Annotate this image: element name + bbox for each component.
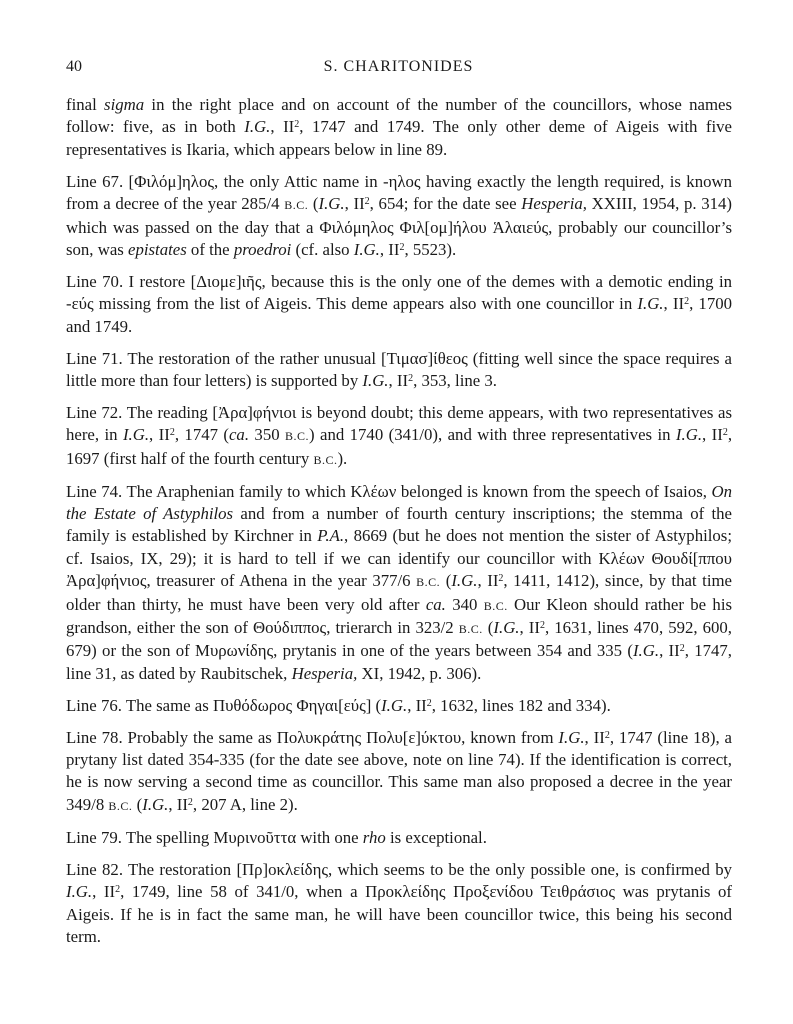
text-segment: , 1747 and 1749. The only other deme of Aigeis with five representatives is Ikaria, which appears below in line 89. <box>66 117 732 159</box>
text-segment: 340 <box>445 594 484 614</box>
text-segment: , II <box>92 882 116 902</box>
text-segment: , II <box>407 695 427 715</box>
text-segment: I.G. <box>493 618 520 638</box>
body-text <box>66 94 732 958</box>
text-segment: B.C. <box>458 622 483 637</box>
text-segment: , 1749, line 58 of 341/0, when a Προκλείδης Προξενίδου Τειθράσιος was prytanis of Aigeis. If he is in fact the same man, he will have been councillor twice, this being his second term. <box>66 882 732 946</box>
text-segment: Line 74. The Araphenian family to which Κλέων belonged is known from the speech of Isaios, <box>66 481 712 501</box>
text-segment: 2 <box>679 643 685 655</box>
text-segment: Hesperia, <box>521 194 587 214</box>
text-segment: I.G. <box>637 294 664 314</box>
paragraph-p4 <box>66 402 732 471</box>
text-segment: I.G. <box>142 794 169 814</box>
text-segment: of the <box>186 239 234 259</box>
text-segment: 2 <box>684 296 690 308</box>
text-segment: , 1411, 1412), since, by that time older than thirty, he must have been very old after <box>66 571 732 614</box>
text-segment: , 654; for the date see <box>369 194 522 214</box>
paragraph-p6 <box>66 695 732 717</box>
text-segment: B.C. <box>313 452 338 467</box>
text-segment: 2 <box>722 427 728 439</box>
text-segment: I.G. <box>451 571 478 591</box>
text-segment: , 353, line 3. <box>413 370 497 390</box>
text-segment: rho <box>362 827 386 847</box>
paragraph-p0 <box>66 94 732 161</box>
text-segment: B.C. <box>108 798 133 813</box>
text-segment: I.G. <box>558 727 585 747</box>
text-segment: I.G. <box>353 239 380 259</box>
text-segment: 2 <box>364 196 370 208</box>
text-segment: , II <box>388 370 409 390</box>
text-segment: (cf. also <box>291 239 354 259</box>
text-segment: , II <box>477 571 499 591</box>
text-segment: is exceptional. <box>385 827 487 847</box>
text-segment: XI, 1942, p. 306). <box>357 663 482 683</box>
text-segment: P.A. <box>317 526 345 546</box>
text-segment: B.C. <box>284 198 309 213</box>
text-segment: , 1747 ( <box>174 425 229 445</box>
running-head <box>66 58 731 80</box>
text-segment: 2 <box>426 697 432 709</box>
paragraph-p1 <box>66 171 732 262</box>
text-segment: , II <box>702 425 723 445</box>
text-segment: 2 <box>498 573 504 585</box>
text-segment: , 1700 and 1749. <box>66 294 732 336</box>
text-segment: , 5523). <box>404 239 457 259</box>
text-segment: , 1697 (first half of the fourth century <box>66 425 733 468</box>
text-segment: Line 72. The reading [Ἀρα]φήνιοι is beyond doubt; this deme appears, with two representatives as here, in <box>66 402 732 445</box>
text-segment: On the Estate of Astyphilos <box>66 481 732 523</box>
text-segment: 2 <box>169 427 175 439</box>
text-segment: 2 <box>399 241 405 253</box>
text-segment: 2 <box>539 620 545 632</box>
text-segment: final <box>66 95 105 114</box>
text-segment: 2 <box>187 796 193 808</box>
text-segment: ( <box>132 794 143 814</box>
text-segment: , II <box>270 117 295 137</box>
text-segment: 2 <box>604 729 610 741</box>
text-segment: , II <box>344 194 365 214</box>
text-segment: , II <box>379 239 400 259</box>
text-segment: , 1632, lines 182 and 334). <box>431 695 611 715</box>
text-segment: B.C. <box>483 598 508 613</box>
text-segment: B.C. <box>285 429 310 444</box>
paragraph-p2 <box>66 271 732 338</box>
text-segment: Line 67. [Φιλόμ]ηλος, the only Attic name in -ηλος having exactly the length required, is known from a decree of the year 285/4 <box>66 171 732 214</box>
text-segment: ). <box>337 448 348 468</box>
text-segment: Line 71. The restoration of the rather unusual [Τιμασ]ίθεος (fitting well since the space requires a little more than four letters) is supported by <box>66 348 732 390</box>
text-segment: ( <box>440 571 452 591</box>
paragraph-p5 <box>66 481 732 686</box>
text-segment: sigma <box>104 95 145 114</box>
text-segment: I.G. <box>122 425 150 445</box>
text-segment: I.G. <box>66 882 93 902</box>
text-segment: epistates <box>128 239 187 259</box>
text-segment: I.G. <box>632 641 660 661</box>
text-segment: 2 <box>294 119 300 131</box>
text-segment: Line 76. The same as Πυθόδωρος Φηγαι[εύς] ( <box>66 695 382 715</box>
text-segment: ( <box>482 618 494 638</box>
text-segment: , 1631, lines 470, 592, 600, 679) or the son of Μυρωνίδης, prytanis in one of the years between 354 and 335 ( <box>66 618 732 661</box>
text-segment: , 207 A, line 2). <box>192 794 298 814</box>
text-segment: ( <box>308 194 319 214</box>
text-segment: Our Kleon should rather be his grandson, either the son of Θούδιππος, trierarch in 323/2 <box>66 594 733 638</box>
text-segment: , II <box>659 641 680 661</box>
text-segment: ca. <box>425 594 446 614</box>
page-number: 40 <box>66 58 82 75</box>
paragraph-p3 <box>66 348 732 393</box>
text-segment: , 1747 (line 18), a prytany list dated 354-335 (for the date see above, note on line 74). If the identification is correct, he is now serving a second time as councillor. This same man also proposed a decree in the year 349/8 <box>66 727 732 814</box>
text-segment: Line 70. I restore [Διομε]ιῆς, because this is the only one of the demes with a demotic ending in -εύς missing from the list of Aigeis. This deme appears also with one councillor in <box>66 271 732 314</box>
text-segment: I.G. <box>244 117 271 137</box>
text-segment: I.G. <box>318 194 345 214</box>
text-segment: XXIII, 1954, p. 314) which was passed on the day that a Φιλόμηλος Φιλ[ομ]ήλου Ἁλαιεύς, probably our councillor’s son, was <box>66 194 732 259</box>
text-segment: Line 78. Probably the same as Πολυκράτης Πολυ[ε]ύκτου, known from <box>66 727 559 747</box>
text-segment: , II <box>584 727 605 747</box>
text-segment: I.G. <box>675 425 703 445</box>
paragraph-p7 <box>66 727 732 818</box>
text-segment: B.C. <box>416 575 441 590</box>
text-segment: 2 <box>115 884 121 896</box>
text-segment: ca. <box>228 425 250 445</box>
text-segment: Line 82. The restoration [Πρ]οκλείδης, which seems to be the only possible one, is confirmed by <box>66 859 732 879</box>
text-segment: , II <box>168 794 188 814</box>
text-segment: ) and 1740 (341/0), and with three representatives in <box>309 425 676 445</box>
text-segment: and from a number of fourth century inscriptions; the stemma of the family is established by Kirchner in <box>66 504 732 546</box>
text-segment: I.G. <box>381 695 408 715</box>
text-segment: Hesperia, <box>291 663 358 683</box>
paragraph-p8 <box>66 827 732 849</box>
text-segment: in the right place and on account of the number of the councillors, whose names follow: five, as in both <box>66 95 733 137</box>
paragraph-p9 <box>66 859 732 949</box>
text-segment: , II <box>149 425 170 445</box>
text-segment: Line 79. The spelling Μυρινοῦττα with one <box>66 827 363 847</box>
running-head-author: S. CHARITONIDES <box>323 58 474 75</box>
text-segment: proedroi <box>233 239 292 259</box>
text-segment: 350 <box>249 425 286 445</box>
text-segment: I.G. <box>362 370 389 390</box>
text-segment: , 8669 (but he does not mention the sister of Astyphilos; cf. Isaios, IX, 29); it is hard to tell if we can identify our councillor with Κλέων Θουδί[ππου Ἀρα]φήνιος, treasurer of Athena in the year 377/6 <box>66 526 732 591</box>
text-segment: , II <box>519 618 540 638</box>
text-segment: 2 <box>408 372 414 384</box>
text-segment: , 1747, line 31, as dated by Raubitschek, <box>66 641 733 683</box>
text-segment: , II <box>663 294 685 314</box>
